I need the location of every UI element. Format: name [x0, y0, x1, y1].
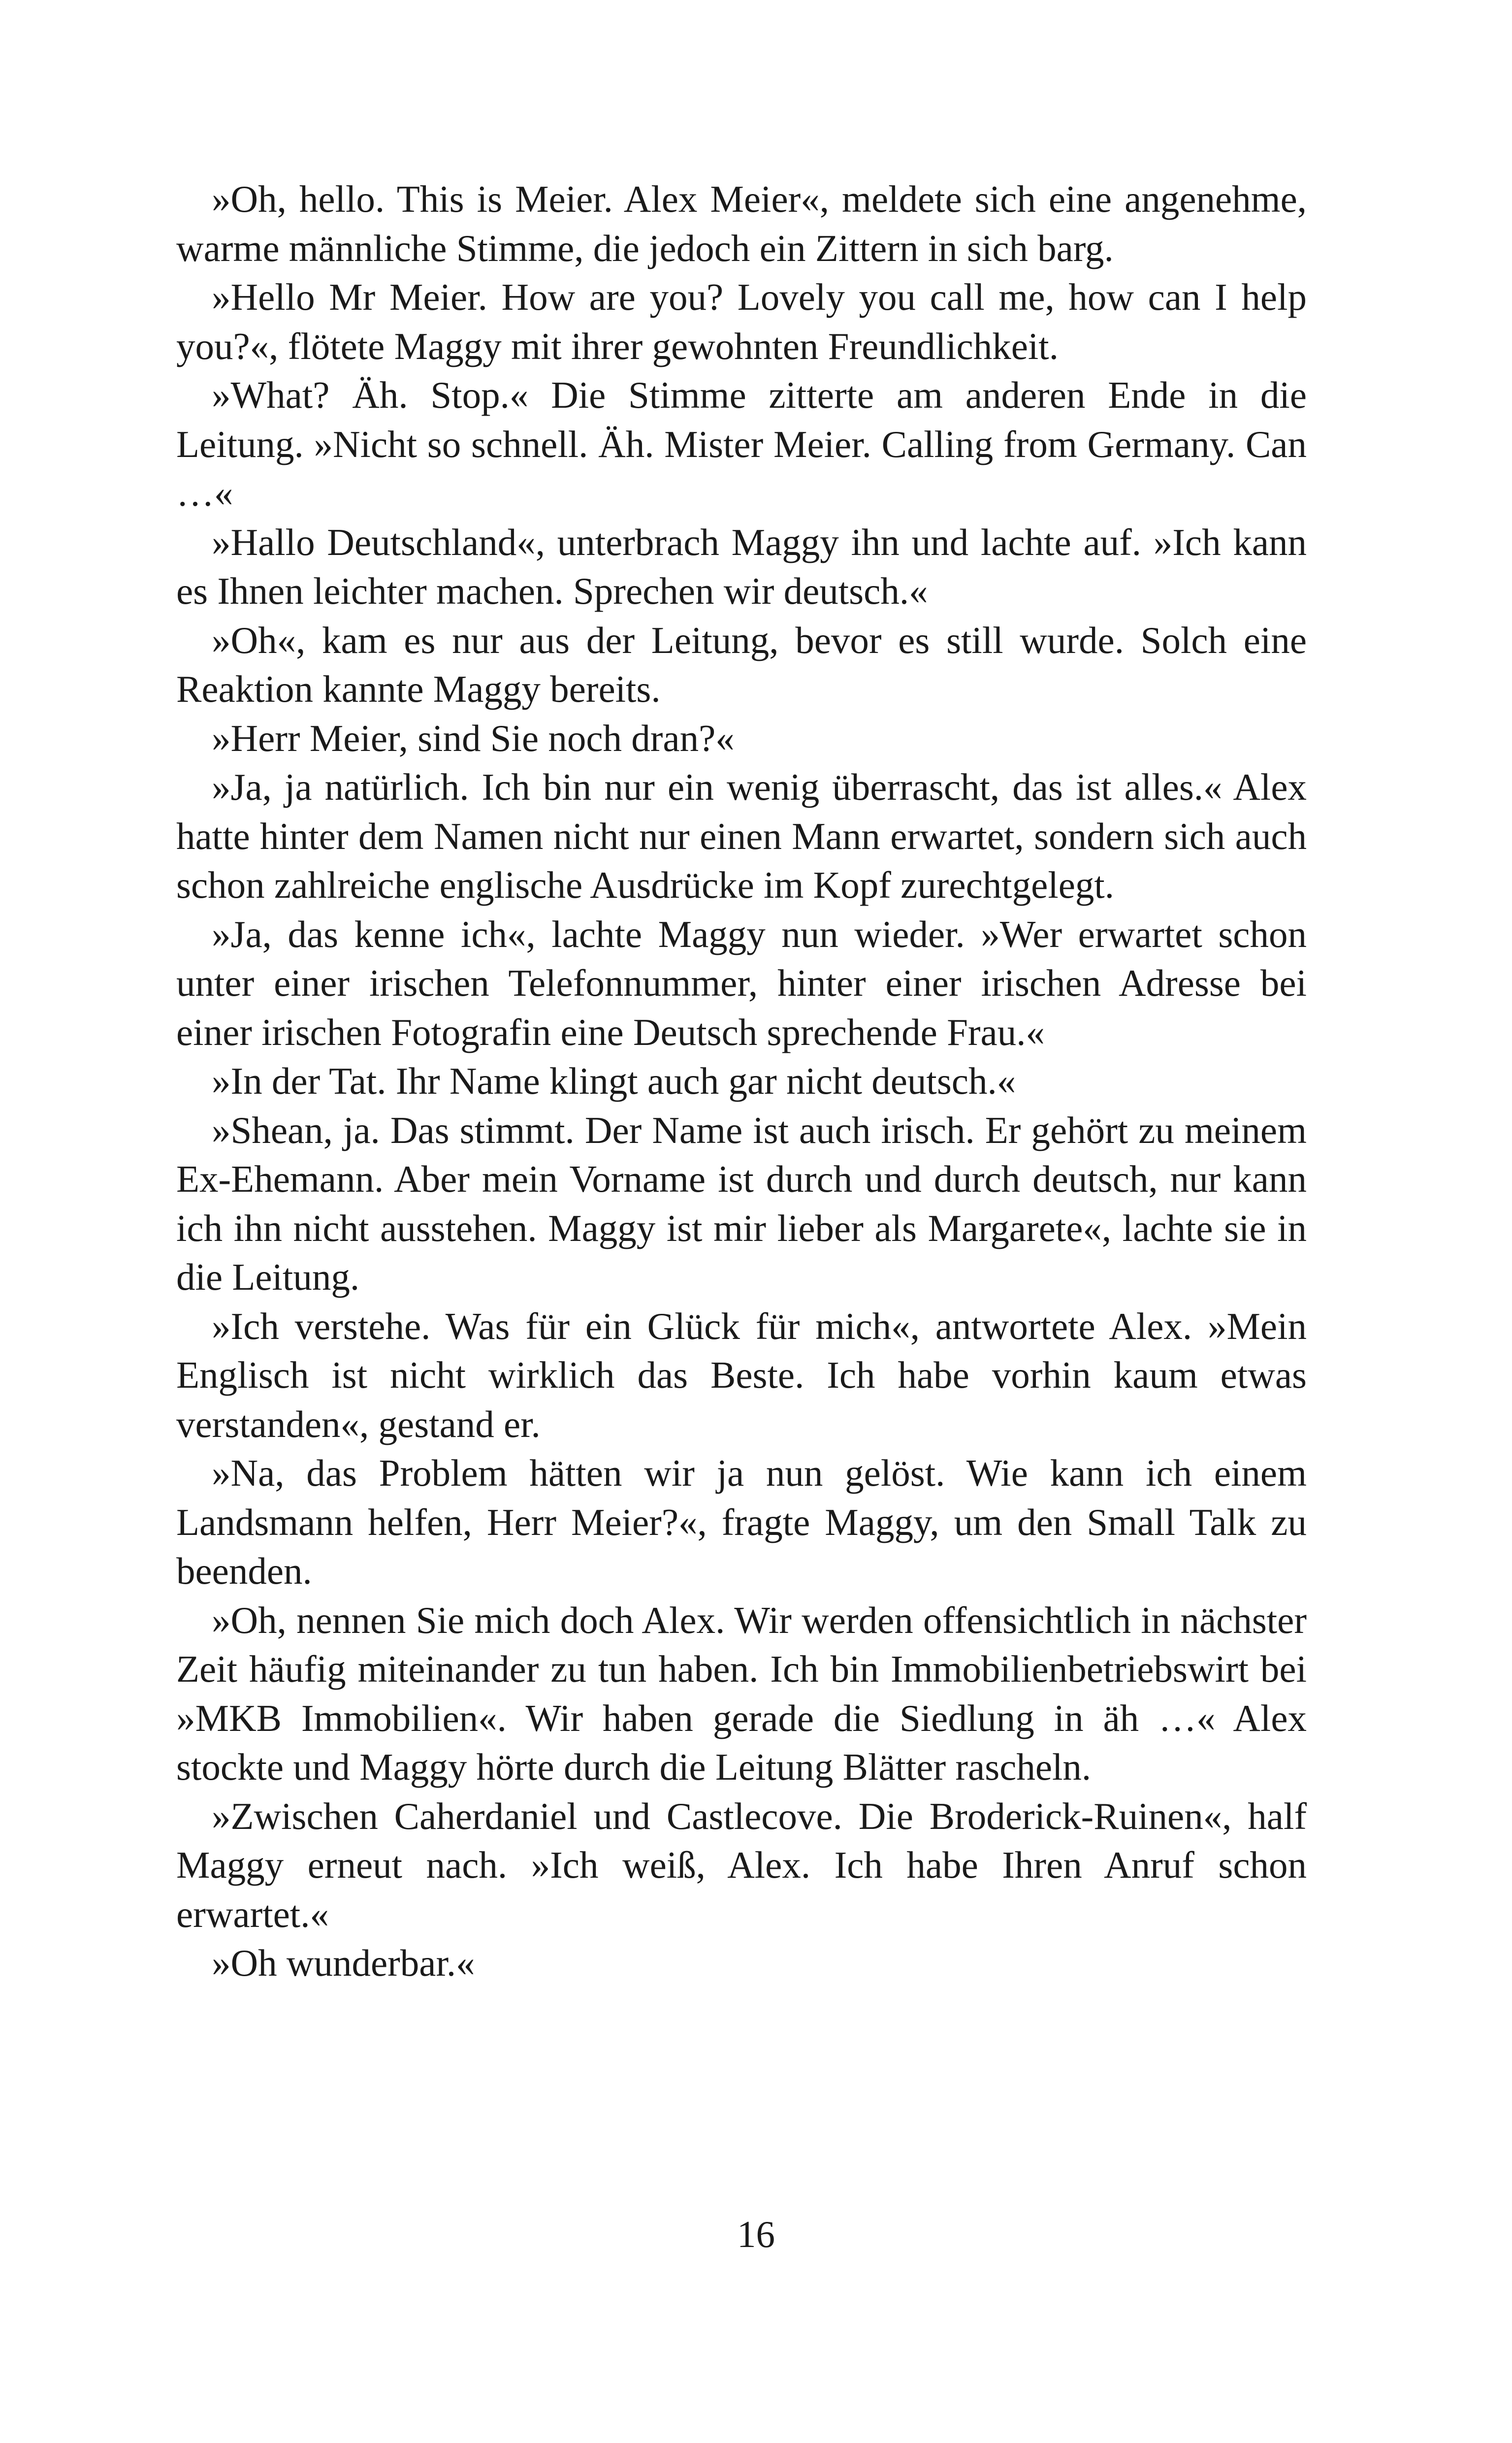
- paragraph: »Shean, ja. Das stimmt. Der Name ist auch irisch. Er gehört zu meinem Ex-Ehemann. Aber mein Vorname ist durch und durch deutsch, nur kann ich ihn nicht ausstehen. Maggy ist mir lieber als Margarete«, lachte sie in die Leitung.: [176, 1108, 1307, 1298]
- paragraph: »Oh, nennen Sie mich doch Alex. Wir werden offensichtlich in nächster Zeit häufig miteinander zu tun haben. Ich bin Immobilienbetriebswirt bei »MKB Immobilien«. Wir haben gerade die Siedlung in äh …« Alex stockte und Maggy hörte durch die Leitung Blätter rascheln.: [176, 1598, 1307, 1788]
- paragraph: »Ja, das kenne ich«, lachte Maggy nun wieder. »Wer erwartet schon unter einer irischen Telefonnummer, hinter einer irischen Adresse bei einer irischen Fotografin eine Deutsch sprechende Frau.«: [176, 912, 1307, 1053]
- body-text: [176, 175, 1307, 1988]
- paragraph: »Oh wunderbar.«: [212, 1942, 475, 1984]
- paragraph: »Hello Mr Meier. How are you? Lovely you call me, how can I help you?«, flötete Maggy mit ihrer gewohnten Freundlichkeit.: [176, 276, 1307, 367]
- paragraph: »Ja, ja natürlich. Ich bin nur ein wenig überrascht, das ist alles.« Alex hatte hinter dem Namen nicht nur einen Mann erwartet, sondern sich auch schon zahlreiche englische Ausdrücke im Kopf zurechtgelegt.: [176, 766, 1307, 906]
- page-number: 16: [737, 2213, 775, 2255]
- paragraph: »Na, das Problem hätten wir ja nun gelöst. Wie kann ich einem Landsmann helfen, Herr Meier?«, fragte Maggy, um den Small Talk zu beenden.: [176, 1452, 1307, 1592]
- paragraph: »Herr Meier, sind Sie noch dran?«: [212, 717, 735, 759]
- paragraph: »Hallo Deutschland«, unterbrach Maggy ihn und lachte auf. »Ich kann es Ihnen leichter machen. Sprechen wir deutsch.«: [176, 521, 1307, 612]
- paragraph: »Zwischen Caherdaniel und Castlecove. Die Broderick-Ruinen«, half Maggy erneut nach. »Ich weiß, Alex. Ich habe Ihren Anruf schon erwartet.«: [176, 1794, 1307, 1935]
- paragraph: »Ich verstehe. Was für ein Glück für mich«, antwortete Alex. »Mein Englisch ist nicht wirklich das Beste. Ich habe vorhin kaum etwas verstanden«, gestand er.: [176, 1304, 1307, 1445]
- paragraph: »What? Äh. Stop.« Die Stimme zitterte am anderen Ende in die Leitung. »Nicht so schnell. Äh. Mister Meier. Calling from Germany. Can …«: [176, 374, 1307, 514]
- paragraph: »In der Tat. Ihr Name klingt auch gar nicht deutsch.«: [212, 1060, 1016, 1102]
- paragraph: »Oh, hello. This is Meier. Alex Meier«, meldete sich eine angenehme, warme männliche Stimme, die jedoch ein Zittern in sich barg.: [176, 178, 1307, 269]
- paragraph: »Oh«, kam es nur aus der Leitung, bevor es still wurde. Solch eine Reaktion kannte Maggy bereits.: [176, 619, 1307, 710]
